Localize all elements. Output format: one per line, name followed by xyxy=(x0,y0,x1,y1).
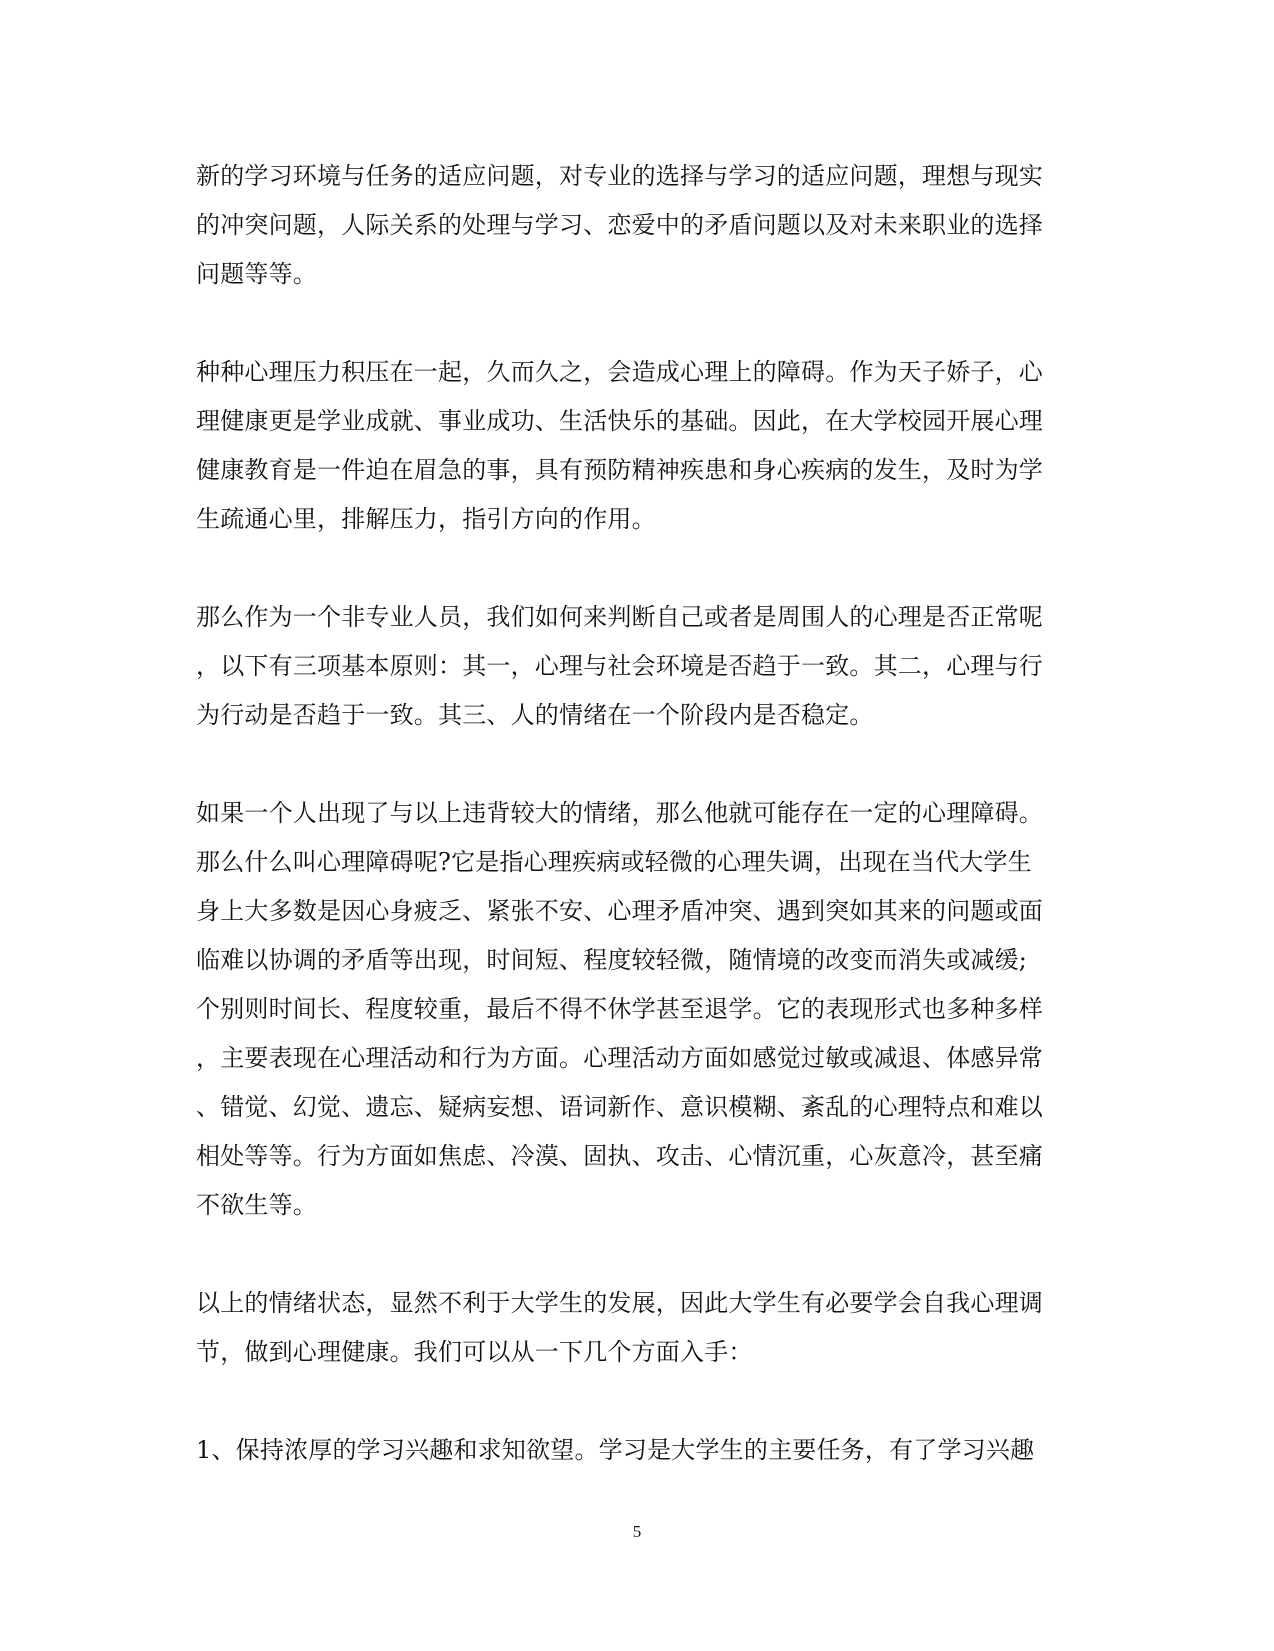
text-line: ，以下有三项基本原则：其一，心理与社会环境是否趋于一致。其二，心理与行 xyxy=(196,652,1043,680)
paragraph xyxy=(196,1426,1076,1475)
text-line: 以上的情绪状态，显然不利于大学生的发展，因此大学生有必要学会自我心理调 xyxy=(196,1289,1043,1317)
text-line: 1、保持浓厚的学习兴趣和求知欲望。学习是大学生的主要任务，有了学习兴趣 xyxy=(196,1436,1035,1464)
text-line: 如果一个人出现了与以上违背较大的情绪，那么他就可能存在一定的心理障碍。 xyxy=(196,799,1043,827)
text-line: 个别则时间长、程度较重，最后不得不休学甚至退学。它的表现形式也多种多样 xyxy=(196,995,1043,1023)
text-line: ，主要表现在心理活动和行为方面。心理活动方面如感觉过敏或减退、体感异常 xyxy=(196,1044,1043,1072)
text-line: 不欲生等。 xyxy=(196,1191,317,1219)
text-line: 临难以协调的矛盾等出现，时间短、程度较轻微，随情境的改变而消失或减缓; xyxy=(196,946,1028,974)
text-line: 问题等等。 xyxy=(196,260,317,288)
text-line: 健康教育是一件迫在眉急的事，具有预防精神疾患和身心疾病的发生，及时为学 xyxy=(196,456,1043,484)
text-line: 那么作为一个非专业人员，我们如何来判断自己或者是周围人的心理是否正常呢 xyxy=(196,603,1043,631)
text-line: 生疏通心里，排解压力，指引方向的作用。 xyxy=(196,505,656,533)
paragraph xyxy=(196,789,1076,1230)
text-line: 相处等等。行为方面如焦虑、冷漠、固执、攻击、心情沉重，心灰意冷，甚至痛 xyxy=(196,1142,1043,1170)
paragraph xyxy=(196,593,1076,740)
text-line: 种种心理压力积压在一起，久而久之，会造成心理上的障碍。作为天子娇子，心 xyxy=(196,358,1043,386)
text-line: 、错觉、幻觉、遗忘、疑病妄想、语词新作、意识模糊、紊乱的心理特点和难以 xyxy=(196,1093,1043,1121)
text-line: 那么什么叫心理障碍呢?它是指心理疾病或轻微的心理失调，出现在当代大学生 xyxy=(196,848,1032,876)
page-number: 5 xyxy=(632,1522,642,1541)
text-line: 节，做到心理健康。我们可以从一下几个方面入手： xyxy=(196,1338,753,1366)
text-line: 的冲突问题，人际关系的处理与学习、恋爱中的矛盾问题以及对未来职业的选择 xyxy=(196,211,1043,239)
paragraph xyxy=(196,152,1076,299)
text-line: 为行动是否趋于一致。其三、人的情绪在一个阶段内是否稳定。 xyxy=(196,701,874,729)
body-text xyxy=(196,152,1076,1524)
text-line: 理健康更是学业成就、事业成功、生活快乐的基础。因此，在大学校园开展心理 xyxy=(196,407,1043,435)
text-line: 身上大多数是因心身疲乏、紧张不安、心理矛盾冲突、遇到突如其来的问题或面 xyxy=(196,897,1043,925)
paragraph xyxy=(196,1279,1076,1377)
text-line: 新的学习环境与任务的适应问题，对专业的选择与学习的适应问题，理想与现实 xyxy=(196,162,1043,190)
paragraph xyxy=(196,348,1076,544)
